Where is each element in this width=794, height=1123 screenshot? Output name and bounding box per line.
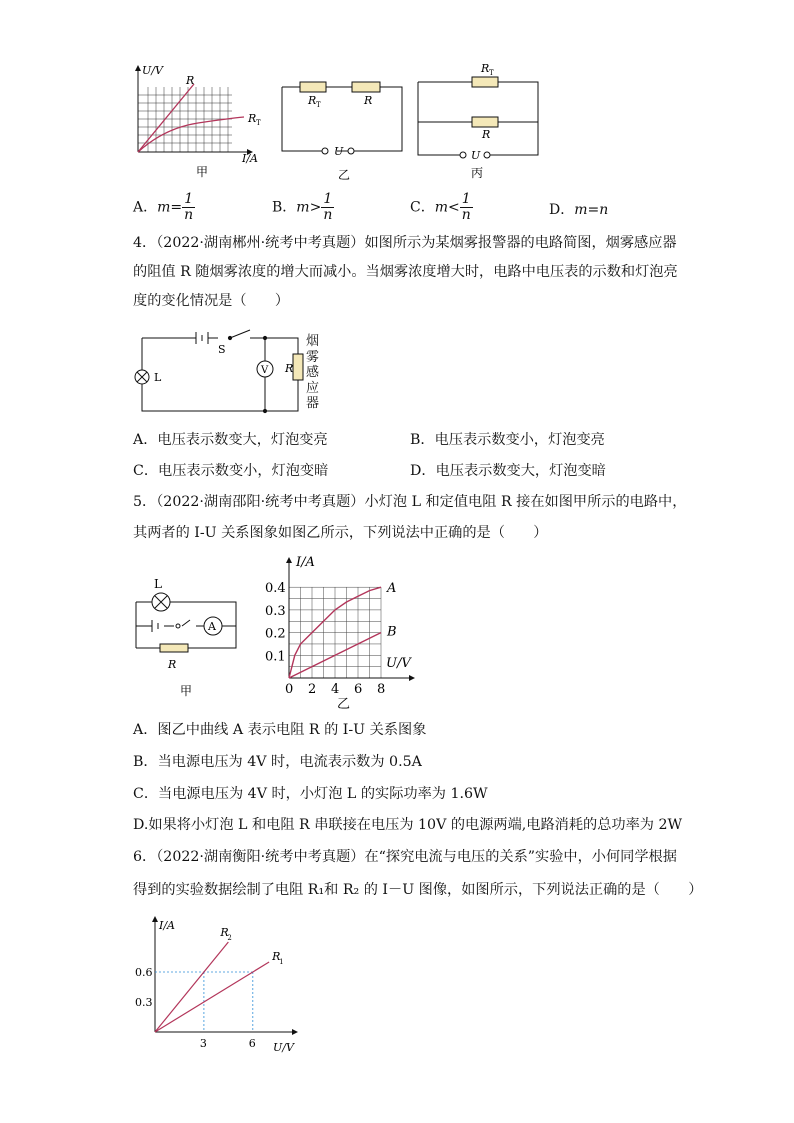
y-axis-label: I/A (296, 555, 315, 570)
svg-text:T: T (489, 69, 494, 77)
curve-a-label: A (387, 581, 397, 597)
y-tick-label: 0.4 (265, 581, 286, 597)
svg-text:U: U (334, 145, 344, 158)
q6-iu-chart (135, 915, 310, 1055)
chart-caption: 乙 (337, 697, 351, 712)
q3-axis-x: I/A (242, 152, 258, 165)
svg-text:L: L (154, 371, 162, 384)
q6-stem-line-1: 6．（2022·湖南衡阳·统考中考真题）在“探究电流与电压的关系”实验中，小何同学根据 (133, 849, 677, 865)
x-tick-label: 6 (354, 682, 363, 697)
x-tick-label: 0 (285, 682, 294, 697)
svg-text:R: R (285, 362, 294, 375)
q3-caption-bing: 丙 (471, 166, 484, 180)
y-tick-label: 0.3 (265, 603, 286, 619)
svg-text:S: S (218, 343, 226, 356)
q5-circuit-figure (130, 574, 245, 698)
q3-option-c[interactable]: C．m< $\frac{1}{n}$ (410, 191, 471, 223)
y-tick-label: 0.1 (265, 649, 286, 665)
r2-label: R (220, 926, 229, 939)
svg-text:R: R (308, 94, 317, 107)
x-tick-label: 6 (248, 1037, 256, 1050)
q4-stem-line-2: 的阻值 R 随烟雾浓度的增大而减小。当烟雾浓度增大时，电路中电压表的示数和灯泡亮 (133, 264, 678, 280)
svg-text:R: R (482, 128, 491, 141)
q5-iu-chart (262, 552, 422, 714)
r1-subscript: 1 (279, 958, 284, 966)
svg-text:V: V (261, 365, 269, 376)
q4-option-d[interactable]: D．电压表示数变大，灯泡变暗 (410, 463, 606, 479)
svg-text:L: L (154, 577, 162, 591)
svg-text:R: R (364, 94, 373, 107)
q3-option-a[interactable]: A．m= $\frac{1}{n}$ (133, 191, 194, 223)
q3-option-b[interactable]: B．m> $\frac{1}{n}$ (272, 191, 333, 223)
curve-b-label: B (387, 624, 397, 640)
x-tick-label: 3 (199, 1037, 207, 1050)
q3-axis-y: U/V (142, 64, 163, 77)
q5-option-a[interactable]: A．图乙中曲线 A 表示电阻 R 的 I-U 关系图象 (133, 722, 427, 738)
q5-circuit-caption: 甲 (180, 684, 193, 698)
q4-circuit-figure (132, 328, 332, 420)
q5-option-c[interactable]: C．当电源电压为 4V 时，小灯泡 L 的实际功率为 1.6W (133, 786, 488, 802)
y-tick-label: 0.2 (265, 626, 286, 642)
svg-text:R: R (186, 74, 195, 87)
svg-text:R: R (248, 112, 257, 125)
q3-caption-jia: 甲 (196, 165, 209, 179)
svg-text:R: R (481, 62, 490, 75)
svg-text:U: U (471, 149, 481, 162)
x-tick-label: 4 (331, 682, 340, 697)
q4-option-c[interactable]: C．电压表示数变小，灯泡变暗 (133, 463, 329, 479)
x-axis-label: U/V (386, 656, 411, 671)
q5-option-b[interactable]: B．当电源电压为 4V 时，电流表示数为 0.5A (133, 754, 422, 770)
q4-stem-line-3: 度的变化情况是（ ） (133, 293, 290, 309)
q3-figure-yi (278, 78, 408, 182)
q4-stem-line-1: 4．（2022·湖南郴州·统考中考真题）如图所示为某烟雾报警器的电路简图，烟雾感应器 (133, 235, 677, 251)
q6-stem-line-2: 得到的实验数据绘制了电阻 R₁和 R₂ 的 I－U 图像，如图所示，下列说法正确的是（ ） (133, 882, 703, 898)
q4-sensor-label: 烟雾感应器 (306, 334, 320, 411)
r2-subscript: 2 (227, 934, 232, 942)
q3-caption-yi: 乙 (338, 168, 351, 182)
q4-option-b[interactable]: B．电压表示数变小，灯泡变亮 (410, 432, 605, 448)
x-tick-label: 8 (377, 682, 386, 697)
q5-stem-line-1: 5．（2022·湖南邵阳·统考中考真题）小灯泡 L 和定值电阻 R 接在如图甲所示的电路中， (133, 494, 687, 510)
q3-figure-jia (128, 62, 268, 182)
q3-figure-bing (410, 60, 545, 180)
line-r1 (155, 962, 269, 1032)
svg-text:T: T (256, 119, 261, 127)
y-tick-label: 0.6 (135, 966, 153, 979)
svg-text:T: T (316, 101, 321, 109)
q4-option-a[interactable]: A．电压表示数变大，灯泡变亮 (133, 432, 328, 448)
q3-curve-r (138, 84, 194, 152)
r1-label: R (272, 950, 281, 963)
y-axis-label: I/A (159, 919, 175, 932)
q3-option-d[interactable]: D．m=n (549, 202, 609, 218)
q5-stem-line-2: 其两者的 I-U 关系图象如图乙所示，下列说法中正确的是（ ） (133, 525, 548, 541)
x-tick-label: 2 (308, 682, 317, 697)
q5-option-d[interactable]: D.如果将小灯泡 L 和电阻 R 串联接在电压为 10V 的电源两端,电路消耗的总功率为 2W (133, 817, 683, 833)
y-tick-label: 0.3 (135, 996, 153, 1009)
svg-text:R: R (168, 658, 177, 671)
line-r2 (155, 942, 228, 1032)
x-axis-label: U/V (273, 1041, 294, 1054)
svg-text:A: A (208, 620, 216, 633)
